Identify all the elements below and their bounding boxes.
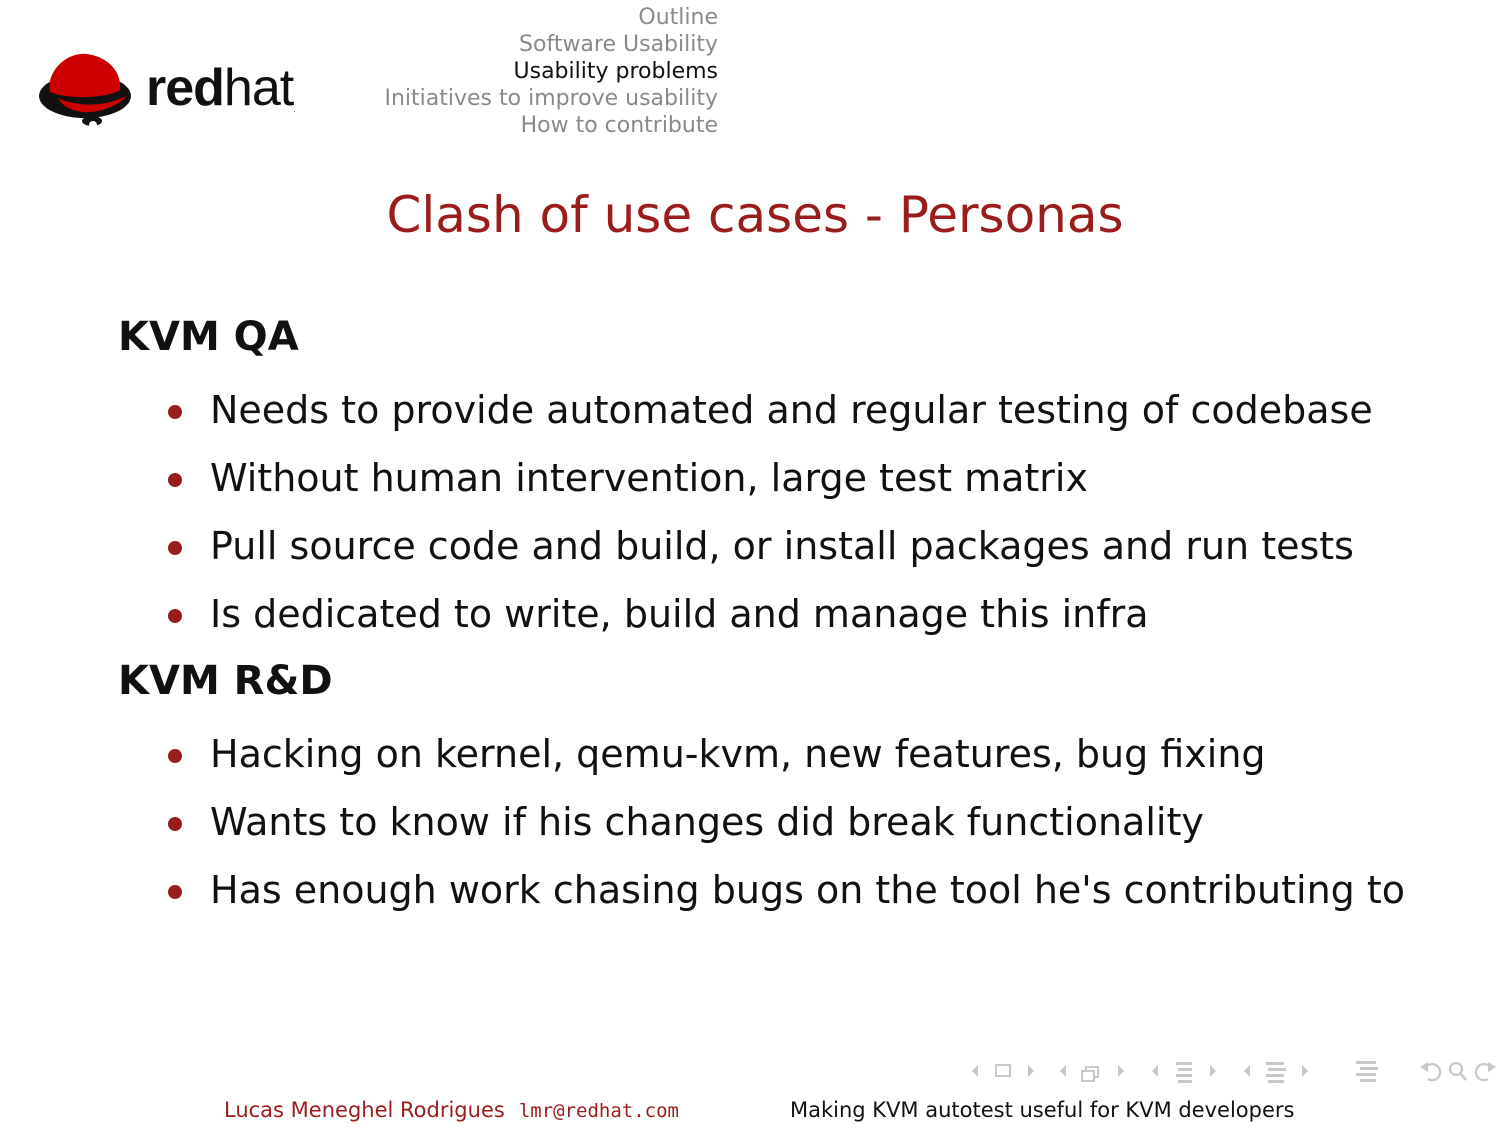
beamer-navigation-symbols	[968, 1058, 1498, 1084]
footer-talk-title: Making KVM autotest useful for KVM developers	[790, 1098, 1295, 1122]
back-search-forward-icons[interactable]	[1418, 1058, 1498, 1084]
slide-title: Clash of use cases - Personas	[386, 186, 1124, 244]
subsection-nav-icon[interactable]	[1056, 1058, 1128, 1084]
section-nav-icon[interactable]	[1148, 1058, 1220, 1084]
nav-item-usability-problems[interactable]: Usability problems	[513, 59, 718, 84]
redhat-logo	[38, 48, 328, 130]
presentation-nav-icon[interactable]	[1240, 1058, 1312, 1084]
bullet-icon	[168, 541, 182, 555]
frame-nav-icon[interactable]	[968, 1058, 1038, 1084]
appendix-icon[interactable]	[1352, 1058, 1382, 1084]
bullet-icon	[168, 817, 182, 831]
nav-item-how-to-contribute[interactable]: How to contribute	[520, 113, 718, 138]
nav-item-initiatives[interactable]: Initiatives to improve usability	[384, 86, 718, 111]
bullet-icon	[168, 473, 182, 487]
bullet-icon	[168, 405, 182, 419]
author-email: lmr@redhat.com	[518, 1100, 679, 1122]
nav-item-outline[interactable]: Outline	[638, 5, 718, 30]
redhat-shadowman-icon	[38, 48, 132, 130]
footer-author	[224, 1098, 679, 1122]
author-name: Lucas Meneghel Rodrigues	[224, 1098, 505, 1122]
redhat-wordmark: redhat.	[146, 59, 295, 117]
bullet-icon	[168, 609, 182, 623]
section-heading-kvm-qa: KVM QA	[118, 314, 299, 360]
nav-item-software-usability[interactable]: Software Usability	[519, 32, 718, 57]
bullet-icon	[168, 885, 182, 899]
bullet-icon	[168, 749, 182, 763]
section-heading-kvm-rnd: KVM R&D	[118, 658, 333, 704]
section-navigation	[384, 4, 718, 139]
